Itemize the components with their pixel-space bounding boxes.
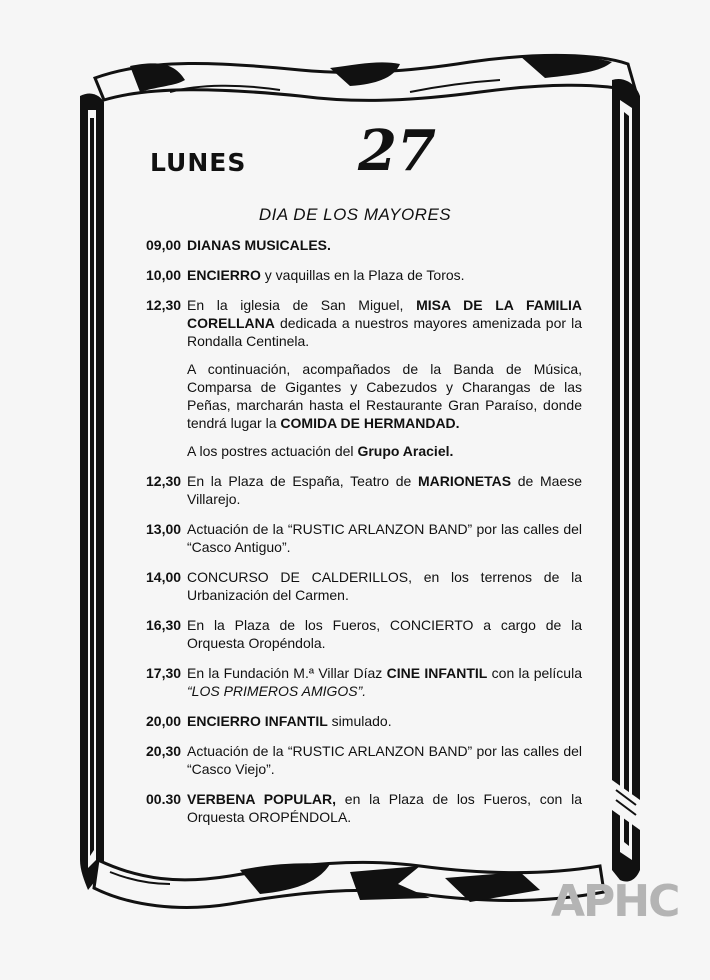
entry-time: 14,00	[146, 569, 182, 585]
entry-text: CONCURSO DE CALDERILLOS, en los terrenos de la Urbanización del Carmen.	[187, 569, 582, 603]
entry-paragraph	[187, 712, 582, 730]
entry-paragraph	[187, 472, 582, 508]
program-entry	[146, 520, 582, 556]
entry-time: 20,00	[146, 713, 182, 729]
program-entry	[146, 296, 582, 460]
program-list	[146, 236, 582, 838]
entry-text: en la Plaza de los Fueros, con la Orquesta OROPÉNDOLA.	[187, 791, 582, 825]
entry-time: 09,00	[146, 237, 182, 253]
entry-paragraph	[187, 568, 582, 604]
program-entry	[146, 472, 582, 508]
entry-time: 20,30	[146, 743, 182, 759]
day-number: 27	[358, 118, 436, 184]
entry-text: dedicada a nuestros mayores amenizada por la Rondalla Centinela.	[187, 315, 582, 349]
program-entry	[146, 790, 582, 826]
entry-text: MARIONETAS	[417, 473, 512, 489]
entry-text: con la película	[487, 665, 582, 681]
entry-paragraph	[187, 520, 582, 556]
aphc-watermark-logo: APHC	[551, 876, 679, 927]
entry-text: En la iglesia de San Miguel,	[187, 297, 417, 313]
entry-text: Actuación de la “RUSTIC ARLANZON BAND” por las calles del “Casco Antiguo”.	[187, 521, 582, 555]
entry-time: 13,00	[146, 521, 182, 537]
entry-time: 12,30	[146, 297, 182, 313]
program-entry	[146, 236, 582, 254]
entry-paragraph	[187, 616, 582, 652]
entry-paragraph	[187, 266, 582, 284]
section-subtitle: DIA DE LOS MAYORES	[258, 205, 452, 224]
entry-text: COMIDA DE HERMANDAD.	[280, 415, 460, 431]
entry-text: En la Fundación M.ª Villar Díaz	[187, 665, 387, 681]
entry-text: MISA DE LA FAMILIA CORELLANA	[187, 297, 582, 331]
entry-time: 12,30	[146, 473, 182, 489]
entry-text: CINE INFANTIL	[386, 665, 488, 681]
entry-paragraph	[187, 790, 582, 826]
entry-text: y vaquillas en la Plaza de Toros.	[260, 267, 465, 283]
entry-text: VERBENA POPULAR,	[187, 791, 337, 807]
entry-text: En la Plaza de los Fueros, CONCIERTO a cargo de la Orquesta Oropéndola.	[187, 617, 582, 651]
entry-text: simulado.	[327, 713, 392, 729]
entry-paragraph	[187, 742, 582, 778]
entry-time: 17,30	[146, 665, 182, 681]
entry-text: Grupo Araciel.	[357, 443, 454, 459]
entry-text: A los postres actuación del	[187, 443, 358, 459]
entry-paragraph	[187, 296, 582, 350]
entry-text: ENCIERRO	[187, 267, 261, 283]
program-entry	[146, 568, 582, 604]
entry-paragraph	[187, 236, 582, 254]
entry-paragraph	[187, 442, 582, 460]
day-title: LUNES	[150, 148, 247, 177]
entry-text: A continuación, acompañados de la Banda de Música, Comparsa de Gigantes y Cabezudos y Charangas de las Peñas, marcharán hasta el Restaurante Gran Paraíso, donde tendrá lugar la	[187, 361, 582, 431]
program-entry	[146, 266, 582, 284]
entry-time: 00.30	[146, 791, 182, 807]
entry-text: DIANAS MUSICALES.	[187, 237, 331, 253]
entry-text: de Maese Villarejo.	[187, 473, 582, 507]
entry-time: 10,00	[146, 267, 182, 283]
entry-text: ENCIERRO INFANTIL	[187, 713, 328, 729]
entry-paragraph	[187, 360, 582, 432]
entry-text: Actuación de la “RUSTIC ARLANZON BAND” por las calles del “Casco Viejo”.	[187, 743, 582, 777]
entry-time: 16,30	[146, 617, 182, 633]
program-entry	[146, 742, 582, 778]
entry-text: “LOS PRIMEROS AMIGOS”.	[187, 683, 367, 699]
entry-paragraph	[187, 664, 582, 700]
entry-text: En la Plaza de España, Teatro de	[187, 473, 418, 489]
program-entry	[146, 616, 582, 652]
program-entry	[146, 664, 582, 700]
program-entry	[146, 712, 582, 730]
